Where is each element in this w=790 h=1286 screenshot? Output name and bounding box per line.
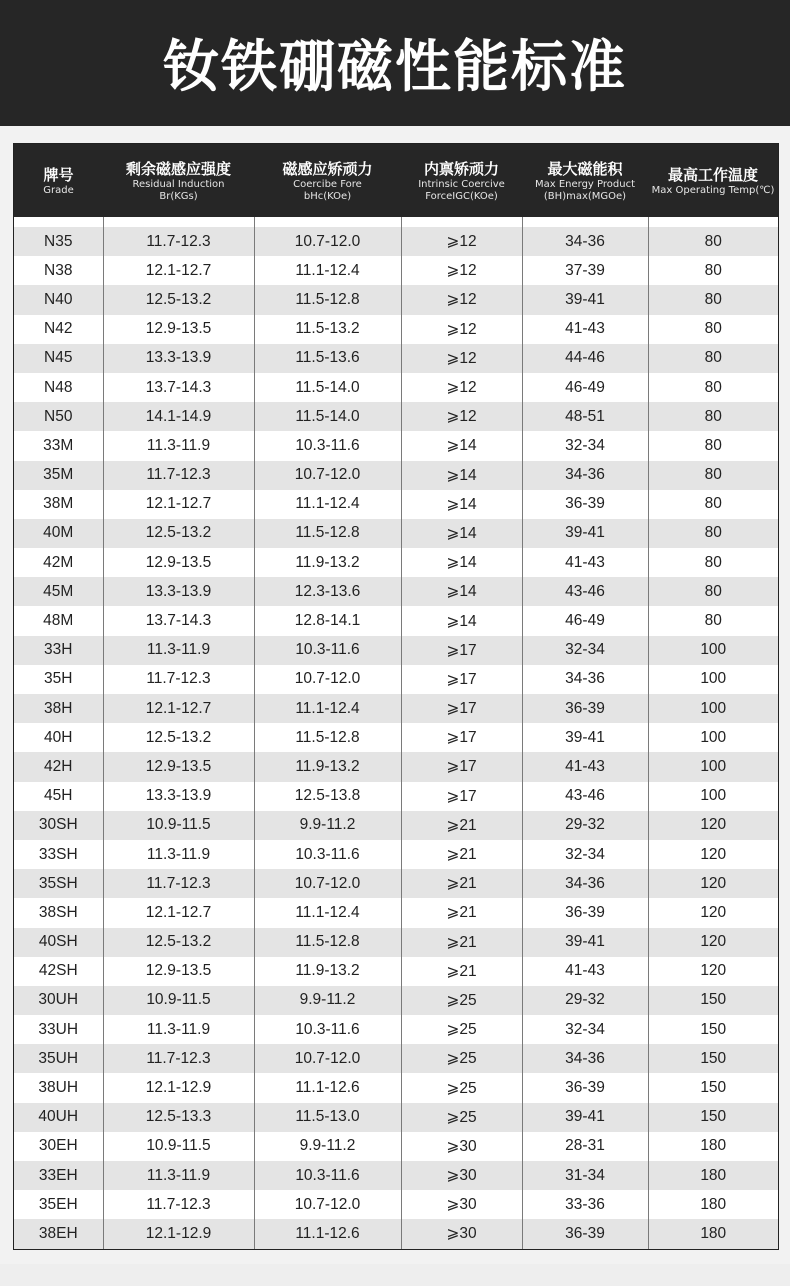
cell-coercive-force: 11.5-12.8: [254, 723, 401, 752]
cell-max-operating-temp: 180: [648, 1219, 778, 1248]
cell-max-energy-product: 36-39: [522, 898, 648, 927]
cell-coercive-force: 10.3-11.6: [254, 1015, 401, 1044]
cell-coercive-force: 11.9-13.2: [254, 957, 401, 986]
cell-intrinsic-coercive-force: ⩾30: [401, 1219, 522, 1248]
cell-residual-induction: 12.5-13.2: [103, 285, 254, 314]
header-label-en-unit: bHc(KOe): [303, 190, 352, 202]
cell-intrinsic-coercive-force: ⩾17: [401, 752, 522, 781]
header-label-en: Max Operating Temp(℃): [651, 184, 775, 196]
cell-max-operating-temp: 80: [648, 548, 778, 577]
cell-intrinsic-coercive-force: ⩾14: [401, 461, 522, 490]
table-row: [14, 548, 778, 577]
cell-residual-induction: 11.7-12.3: [103, 665, 254, 694]
cell-intrinsic-coercive-force: ⩾12: [401, 344, 522, 373]
cell-residual-induction: 13.7-14.3: [103, 606, 254, 635]
cell-grade: 40H: [14, 723, 103, 752]
cell-max-energy-product: 34-36: [522, 227, 648, 256]
cell-max-operating-temp: 80: [648, 373, 778, 402]
cell-intrinsic-coercive-force: ⩾21: [401, 840, 522, 869]
cell-grade: 40SH: [14, 928, 103, 957]
table-row: [14, 782, 778, 811]
cell-max-energy-product: 34-36: [522, 1044, 648, 1073]
cell-intrinsic-coercive-force: ⩾25: [401, 1103, 522, 1132]
cell-intrinsic-coercive-force: ⩾12: [401, 373, 522, 402]
cell-coercive-force: 11.5-13.0: [254, 1103, 401, 1132]
cell-max-energy-product: 32-34: [522, 431, 648, 460]
cell-max-operating-temp: 80: [648, 344, 778, 373]
cell-max-energy-product: 36-39: [522, 490, 648, 519]
table-row: [14, 1190, 778, 1219]
cell-residual-induction: 12.5-13.3: [103, 1103, 254, 1132]
cell-max-energy-product: 39-41: [522, 723, 648, 752]
header-label-en-unit: Br(KGs): [159, 190, 198, 202]
header-label-en-unit: ForceIGC(KOe): [425, 190, 498, 202]
cell-residual-induction: 10.9-11.5: [103, 1132, 254, 1161]
cell-residual-induction: 12.5-13.2: [103, 928, 254, 957]
header-label-cn: 最大磁能积: [547, 159, 623, 178]
cell-intrinsic-coercive-force: ⩾17: [401, 723, 522, 752]
cell-residual-induction: 13.7-14.3: [103, 373, 254, 402]
cell-intrinsic-coercive-force: ⩾17: [401, 665, 522, 694]
cell-residual-induction: 14.1-14.9: [103, 402, 254, 431]
cell-coercive-force: 10.7-12.0: [254, 461, 401, 490]
table-row: [14, 869, 778, 898]
cell-coercive-force: 12.8-14.1: [254, 606, 401, 635]
spacer-cell: [14, 217, 103, 227]
cell-max-energy-product: 32-34: [522, 840, 648, 869]
header-label-en: Max Energy Product: [534, 178, 635, 190]
cell-coercive-force: 10.3-11.6: [254, 636, 401, 665]
cell-grade: 42H: [14, 752, 103, 781]
cell-residual-induction: 10.9-11.5: [103, 986, 254, 1015]
cell-max-operating-temp: 100: [648, 665, 778, 694]
cell-residual-induction: 13.3-13.9: [103, 344, 254, 373]
cell-residual-induction: 12.9-13.5: [103, 752, 254, 781]
cell-coercive-force: 10.7-12.0: [254, 869, 401, 898]
header-label-en: Grade: [43, 184, 74, 196]
cell-intrinsic-coercive-force: ⩾14: [401, 548, 522, 577]
cell-coercive-force: 11.1-12.4: [254, 256, 401, 285]
cell-coercive-force: 11.1-12.6: [254, 1073, 401, 1102]
cell-grade: 33M: [14, 431, 103, 460]
cell-intrinsic-coercive-force: ⩾14: [401, 606, 522, 635]
table-row: [14, 811, 778, 840]
cell-residual-induction: 12.1-12.7: [103, 256, 254, 285]
cell-grade: 35M: [14, 461, 103, 490]
cell-intrinsic-coercive-force: ⩾30: [401, 1161, 522, 1190]
cell-coercive-force: 11.5-12.8: [254, 285, 401, 314]
magnet-grade-table-container: [13, 143, 779, 1250]
cell-coercive-force: 10.7-12.0: [254, 665, 401, 694]
cell-coercive-force: 12.3-13.6: [254, 577, 401, 606]
cell-coercive-force: 10.7-12.0: [254, 1190, 401, 1219]
cell-grade: N42: [14, 315, 103, 344]
bottom-strip: [0, 1264, 790, 1286]
cell-residual-induction: 10.9-11.5: [103, 811, 254, 840]
table-row: [14, 957, 778, 986]
cell-max-energy-product: 46-49: [522, 606, 648, 635]
page-title: 钕铁硼磁性能标准: [163, 35, 627, 100]
cell-grade: N35: [14, 227, 103, 256]
cell-coercive-force: 11.1-12.4: [254, 490, 401, 519]
cell-grade: 35EH: [14, 1190, 103, 1219]
table-row: [14, 665, 778, 694]
cell-grade: 38EH: [14, 1219, 103, 1248]
cell-coercive-force: 11.1-12.4: [254, 898, 401, 927]
cell-residual-induction: 12.9-13.5: [103, 957, 254, 986]
cell-grade: 35SH: [14, 869, 103, 898]
cell-grade: N50: [14, 402, 103, 431]
cell-coercive-force: 11.9-13.2: [254, 752, 401, 781]
cell-max-energy-product: 48-51: [522, 402, 648, 431]
header-spacer-row: [14, 217, 778, 227]
cell-intrinsic-coercive-force: ⩾12: [401, 315, 522, 344]
cell-max-energy-product: 41-43: [522, 315, 648, 344]
cell-grade: 33H: [14, 636, 103, 665]
cell-grade: 38SH: [14, 898, 103, 927]
cell-grade: 30UH: [14, 986, 103, 1015]
cell-grade: 45M: [14, 577, 103, 606]
cell-grade: 42SH: [14, 957, 103, 986]
cell-residual-induction: 12.9-13.5: [103, 548, 254, 577]
cell-max-energy-product: 37-39: [522, 256, 648, 285]
cell-residual-induction: 12.1-12.9: [103, 1073, 254, 1102]
header-max-operating-temp: [648, 144, 778, 217]
header-label-cn: 剩余磁感应强度: [125, 159, 231, 178]
cell-max-energy-product: 34-36: [522, 665, 648, 694]
table-row: [14, 986, 778, 1015]
cell-residual-induction: 11.3-11.9: [103, 636, 254, 665]
header-label-en: Intrinsic Coercive: [418, 178, 505, 190]
cell-grade: 35UH: [14, 1044, 103, 1073]
table-row: [14, 227, 778, 256]
cell-max-energy-product: 32-34: [522, 636, 648, 665]
header-intrinsic-coercive-force: [401, 144, 522, 217]
table-row: [14, 928, 778, 957]
cell-coercive-force: 11.5-12.8: [254, 928, 401, 957]
cell-residual-induction: 12.5-13.2: [103, 723, 254, 752]
cell-max-energy-product: 43-46: [522, 782, 648, 811]
header-label-cn: 磁感应矫顽力: [282, 159, 373, 178]
cell-max-operating-temp: 80: [648, 285, 778, 314]
header-label-en: Residual Induction: [132, 178, 225, 190]
table-row: [14, 256, 778, 285]
cell-max-energy-product: 29-32: [522, 986, 648, 1015]
cell-residual-induction: 11.7-12.3: [103, 1044, 254, 1073]
cell-intrinsic-coercive-force: ⩾25: [401, 1044, 522, 1073]
cell-max-operating-temp: 100: [648, 694, 778, 723]
cell-max-operating-temp: 100: [648, 752, 778, 781]
table-row: [14, 723, 778, 752]
header-label-cn: 最高工作温度: [667, 165, 758, 184]
cell-intrinsic-coercive-force: ⩾12: [401, 402, 522, 431]
cell-max-operating-temp: 180: [648, 1190, 778, 1219]
cell-residual-induction: 13.3-13.9: [103, 577, 254, 606]
cell-max-operating-temp: 80: [648, 402, 778, 431]
cell-coercive-force: 10.7-12.0: [254, 227, 401, 256]
cell-max-operating-temp: 150: [648, 1015, 778, 1044]
spacer-cell: [254, 217, 401, 227]
cell-grade: 33UH: [14, 1015, 103, 1044]
cell-max-energy-product: 46-49: [522, 373, 648, 402]
cell-intrinsic-coercive-force: ⩾17: [401, 694, 522, 723]
cell-residual-induction: 11.3-11.9: [103, 840, 254, 869]
cell-max-operating-temp: 80: [648, 490, 778, 519]
table-row: [14, 1103, 778, 1132]
cell-max-operating-temp: 120: [648, 869, 778, 898]
cell-grade: N40: [14, 285, 103, 314]
cell-coercive-force: 11.5-12.8: [254, 519, 401, 548]
cell-max-energy-product: 43-46: [522, 577, 648, 606]
cell-residual-induction: 11.7-12.3: [103, 1190, 254, 1219]
cell-residual-induction: 13.3-13.9: [103, 782, 254, 811]
cell-max-energy-product: 32-34: [522, 1015, 648, 1044]
table-row: [14, 315, 778, 344]
table-row: [14, 694, 778, 723]
table-row: [14, 1073, 778, 1102]
header-residual-induction: [103, 144, 254, 217]
header-label-en: Coercibe Fore: [293, 178, 362, 190]
table-row: [14, 752, 778, 781]
cell-residual-induction: 11.7-12.3: [103, 869, 254, 898]
cell-grade: 33EH: [14, 1161, 103, 1190]
cell-intrinsic-coercive-force: ⩾14: [401, 577, 522, 606]
cell-max-operating-temp: 120: [648, 928, 778, 957]
cell-max-energy-product: 44-46: [522, 344, 648, 373]
cell-residual-induction: 12.1-12.7: [103, 694, 254, 723]
table-row: [14, 1044, 778, 1073]
cell-grade: N38: [14, 256, 103, 285]
cell-coercive-force: 11.5-14.0: [254, 402, 401, 431]
cell-coercive-force: 10.7-12.0: [254, 1044, 401, 1073]
cell-max-operating-temp: 80: [648, 431, 778, 460]
cell-residual-induction: 11.7-12.3: [103, 227, 254, 256]
cell-coercive-force: 9.9-11.2: [254, 1132, 401, 1161]
cell-max-energy-product: 41-43: [522, 548, 648, 577]
cell-max-operating-temp: 150: [648, 1073, 778, 1102]
header-row: [14, 144, 778, 217]
cell-coercive-force: 11.5-13.2: [254, 315, 401, 344]
cell-grade: 30EH: [14, 1132, 103, 1161]
header-coercive-force: [254, 144, 401, 217]
cell-residual-induction: 11.3-11.9: [103, 431, 254, 460]
header-label-cn: 内禀矫顽力: [423, 159, 499, 178]
cell-max-operating-temp: 150: [648, 1044, 778, 1073]
cell-intrinsic-coercive-force: ⩾21: [401, 811, 522, 840]
table-row: [14, 577, 778, 606]
cell-max-energy-product: 41-43: [522, 752, 648, 781]
cell-intrinsic-coercive-force: ⩾21: [401, 869, 522, 898]
cell-residual-induction: 11.3-11.9: [103, 1161, 254, 1190]
cell-max-energy-product: 31-34: [522, 1161, 648, 1190]
cell-coercive-force: 11.9-13.2: [254, 548, 401, 577]
cell-max-operating-temp: 80: [648, 519, 778, 548]
cell-grade: 40M: [14, 519, 103, 548]
cell-residual-induction: 11.7-12.3: [103, 461, 254, 490]
spacer-cell: [401, 217, 522, 227]
cell-grade: 30SH: [14, 811, 103, 840]
cell-max-operating-temp: 100: [648, 636, 778, 665]
table-row: [14, 636, 778, 665]
cell-max-operating-temp: 80: [648, 227, 778, 256]
cell-grade: N48: [14, 373, 103, 402]
cell-max-operating-temp: 180: [648, 1132, 778, 1161]
cell-residual-induction: 12.1-12.7: [103, 898, 254, 927]
cell-intrinsic-coercive-force: ⩾17: [401, 636, 522, 665]
cell-grade: 42M: [14, 548, 103, 577]
cell-intrinsic-coercive-force: ⩾21: [401, 928, 522, 957]
cell-max-energy-product: 39-41: [522, 1103, 648, 1132]
cell-max-operating-temp: 150: [648, 986, 778, 1015]
cell-intrinsic-coercive-force: ⩾21: [401, 957, 522, 986]
title-banner: [0, 0, 790, 126]
cell-max-energy-product: 33-36: [522, 1190, 648, 1219]
cell-max-operating-temp: 120: [648, 840, 778, 869]
cell-intrinsic-coercive-force: ⩾14: [401, 490, 522, 519]
cell-intrinsic-coercive-force: ⩾30: [401, 1190, 522, 1219]
cell-max-energy-product: 36-39: [522, 1073, 648, 1102]
cell-max-operating-temp: 100: [648, 723, 778, 752]
cell-residual-induction: 11.3-11.9: [103, 1015, 254, 1044]
cell-max-energy-product: 39-41: [522, 928, 648, 957]
header-grade: [14, 144, 103, 217]
cell-grade: 38H: [14, 694, 103, 723]
table-row: [14, 402, 778, 431]
cell-grade: 40UH: [14, 1103, 103, 1132]
table-row: [14, 840, 778, 869]
cell-max-energy-product: 41-43: [522, 957, 648, 986]
cell-max-energy-product: 36-39: [522, 694, 648, 723]
table-header: [14, 144, 778, 217]
cell-coercive-force: 10.3-11.6: [254, 431, 401, 460]
table-row: [14, 461, 778, 490]
cell-max-energy-product: 28-31: [522, 1132, 648, 1161]
spacer-cell: [103, 217, 254, 227]
cell-grade: 38M: [14, 490, 103, 519]
table-row: [14, 344, 778, 373]
cell-intrinsic-coercive-force: ⩾12: [401, 227, 522, 256]
header-label-cn: 牌号: [43, 165, 74, 184]
cell-intrinsic-coercive-force: ⩾25: [401, 1073, 522, 1102]
cell-grade: N45: [14, 344, 103, 373]
cell-intrinsic-coercive-force: ⩾14: [401, 519, 522, 548]
magnet-grade-table: [14, 144, 778, 1249]
cell-intrinsic-coercive-force: ⩾25: [401, 986, 522, 1015]
cell-max-energy-product: 34-36: [522, 869, 648, 898]
cell-max-energy-product: 39-41: [522, 285, 648, 314]
cell-coercive-force: 12.5-13.8: [254, 782, 401, 811]
cell-max-operating-temp: 150: [648, 1103, 778, 1132]
cell-max-operating-temp: 80: [648, 606, 778, 635]
cell-coercive-force: 11.1-12.4: [254, 694, 401, 723]
cell-coercive-force: 9.9-11.2: [254, 986, 401, 1015]
cell-residual-induction: 12.1-12.7: [103, 490, 254, 519]
cell-residual-induction: 12.5-13.2: [103, 519, 254, 548]
cell-max-operating-temp: 80: [648, 315, 778, 344]
cell-grade: 48M: [14, 606, 103, 635]
spacer-cell: [648, 217, 778, 227]
table-row: [14, 285, 778, 314]
cell-max-energy-product: 34-36: [522, 461, 648, 490]
cell-intrinsic-coercive-force: ⩾21: [401, 898, 522, 927]
cell-max-operating-temp: 120: [648, 898, 778, 927]
cell-max-energy-product: 29-32: [522, 811, 648, 840]
cell-coercive-force: 11.1-12.6: [254, 1219, 401, 1248]
spacer-cell: [522, 217, 648, 227]
cell-max-operating-temp: 100: [648, 782, 778, 811]
cell-intrinsic-coercive-force: ⩾25: [401, 1015, 522, 1044]
cell-coercive-force: 9.9-11.2: [254, 811, 401, 840]
table-row: [14, 1132, 778, 1161]
cell-grade: 38UH: [14, 1073, 103, 1102]
table-body: [14, 217, 778, 1249]
header-max-energy-product: [522, 144, 648, 217]
cell-intrinsic-coercive-force: ⩾12: [401, 285, 522, 314]
cell-coercive-force: 11.5-14.0: [254, 373, 401, 402]
cell-max-operating-temp: 120: [648, 811, 778, 840]
cell-coercive-force: 10.3-11.6: [254, 840, 401, 869]
cell-max-energy-product: 36-39: [522, 1219, 648, 1248]
cell-intrinsic-coercive-force: ⩾12: [401, 256, 522, 285]
cell-max-energy-product: 39-41: [522, 519, 648, 548]
cell-intrinsic-coercive-force: ⩾30: [401, 1132, 522, 1161]
cell-intrinsic-coercive-force: ⩾14: [401, 431, 522, 460]
header-label-en-unit: (BH)max(MGOe): [543, 190, 627, 202]
table-row: [14, 1161, 778, 1190]
cell-max-operating-temp: 80: [648, 461, 778, 490]
cell-grade: 33SH: [14, 840, 103, 869]
cell-grade: 35H: [14, 665, 103, 694]
cell-max-operating-temp: 80: [648, 577, 778, 606]
cell-max-operating-temp: 80: [648, 256, 778, 285]
cell-intrinsic-coercive-force: ⩾17: [401, 782, 522, 811]
cell-residual-induction: 12.1-12.9: [103, 1219, 254, 1248]
table-row: [14, 1015, 778, 1044]
cell-max-operating-temp: 120: [648, 957, 778, 986]
cell-grade: 45H: [14, 782, 103, 811]
cell-coercive-force: 11.5-13.6: [254, 344, 401, 373]
table-row: [14, 431, 778, 460]
table-row: [14, 1219, 778, 1248]
cell-coercive-force: 10.3-11.6: [254, 1161, 401, 1190]
table-row: [14, 490, 778, 519]
table-row: [14, 519, 778, 548]
table-row: [14, 373, 778, 402]
cell-max-operating-temp: 180: [648, 1161, 778, 1190]
table-row: [14, 898, 778, 927]
table-row: [14, 606, 778, 635]
cell-residual-induction: 12.9-13.5: [103, 315, 254, 344]
